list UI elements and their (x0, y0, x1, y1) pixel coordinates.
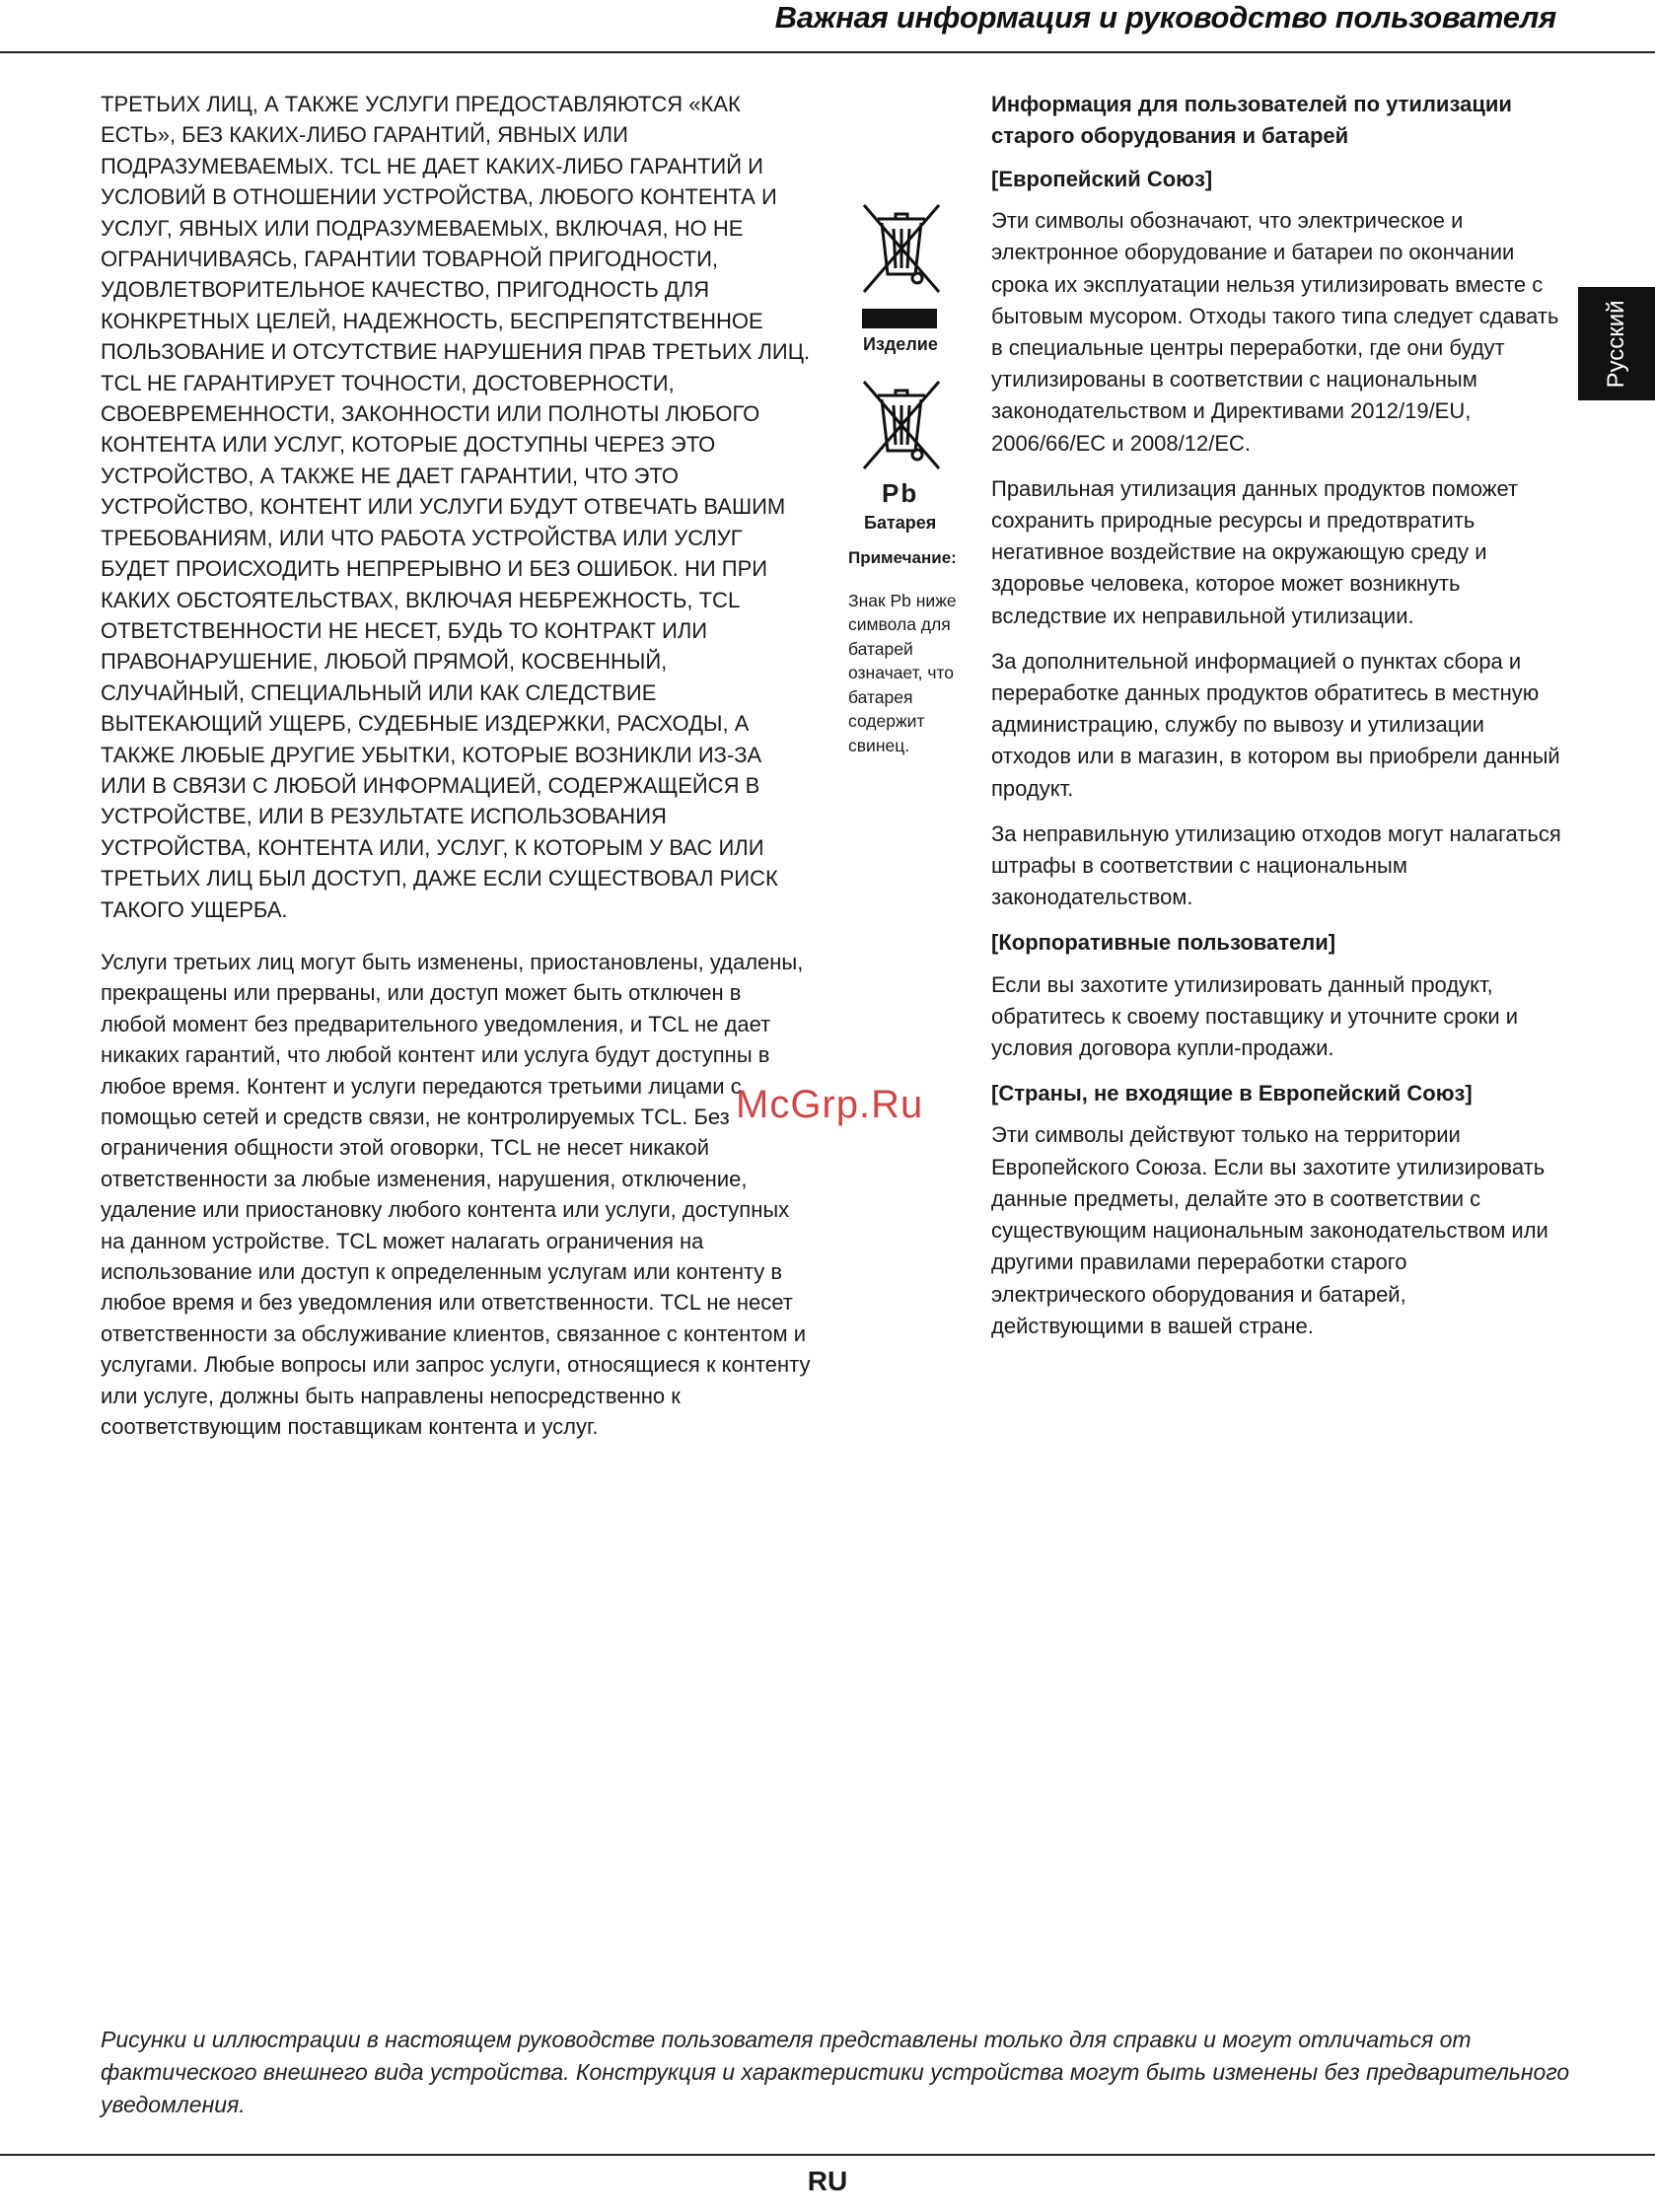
symbols-column (848, 197, 981, 757)
note-title: Примечание: (848, 548, 957, 567)
page-language-code: RU (807, 2166, 848, 2196)
right-column (991, 89, 1563, 1356)
disposal-heading: Информация для пользователей по утилизации старого оборудования и батарей (991, 92, 1512, 148)
eu-paragraph-2: Правильная утилизация данных продуктов поможет сохранить природные ресурсы и предотвратить негативное воздействие на окружающую среду и здоровье человека, которое может возникнуть вследствие их неправильной утилизации. (991, 475, 1519, 628)
battery-label: Батарея (864, 512, 937, 533)
eu-paragraph-4: За неправильную утилизацию отходов могут налагаться штрафы в соответствии с национальным законодательством. (991, 821, 1561, 910)
language-label: Русский (1603, 299, 1629, 389)
left-column (101, 89, 811, 1462)
eu-section-title: [Европейский Союз] (991, 167, 1213, 191)
footer-divider (0, 2154, 1655, 2156)
eu-paragraph-1: Эти символы обозначают, что электрическое и электронное оборудование и батареи по окончании срока их эксплуатации нельзя утилизировать вместе с бытовым мусором. Отходы такого типа следует сдавать в специальные центры переработки, где они будут утилизированы в соответствии с национальным законодательством и Директивами 2012/19/EU, 2006/66/EC и 2008/12/EC. (991, 208, 1559, 456)
page-header-title: Важная информация и руководство пользователя (774, 0, 1556, 35)
eu-paragraph-3: За дополнительной информацией о пунктах сбора и переработке данных продуктов обратитесь в местную администрацию, службу по вывозу и утилизации отходов или в магазин, в котором вы приобрели данный продукт. (991, 648, 1560, 801)
disclaimer-caps-paragraph: ТРЕТЬИХ ЛИЦ, А ТАКЖЕ УСЛУГИ ПРЕДОСТАВЛЯЮТСЯ «КАК ЕСТЬ», БЕЗ КАКИХ-ЛИБО ГАРАНТИЙ, ЯВНЫХ ИЛИ ПОДРАЗУМЕВАЕМЫХ. TCL НЕ ДАЕТ КАКИХ-ЛИБО ГАРАНТИЙ И УСЛОВИЙ В ОТНОШЕНИИ УСТРОЙСТВА, ЛЮБОГО КОНТЕНТА И УСЛУГ, ЯВНЫХ ИЛИ ПОДРАЗУМЕВАЕМЫХ, ВКЛЮЧАЯ, НО НЕ ОГРАНИЧИВАЯСЬ, ГАРАНТИИ ТОВАРНОЙ ПРИГОДНОСТИ, УДОВЛЕТВОРИТЕЛЬНОЕ КАЧЕСТВО, ПРИГОДНОСТЬ ДЛЯ КОНКРЕТНЫХ ЦЕЛЕЙ, НАДЕЖНОСТЬ, БЕСПРЕПЯТСТВЕННОЕ ПОЛЬЗОВАНИЕ И ОТСУТСТВИЕ НАРУШЕНИЯ ПРАВ ТРЕТЬИХ ЛИЦ. TCL НЕ ГАРАНТИРУЕТ ТОЧНОСТИ, ДОСТОВЕРНОСТИ, СВОЕВРЕМЕННОСТИ, ЗАКОННОСТИ ИЛИ ПОЛНОТЫ ЛЮБОГО КОНТЕНТА ИЛИ УСЛУГ, КОТОРЫЕ ДОСТУПНЫ ЧЕРЕЗ ЭТО УСТРОЙСТВО, А ТАКЖЕ НЕ ДАЕТ ГАРАНТИИ, ЧТО ЭТО УСТРОЙСТВО, КОНТЕНТ ИЛИ УСЛУГИ БУДУТ ОТВЕЧАТЬ ВАШИМ ТРЕБОВАНИЯМ, ИЛИ ЧТО РАБОТА УСТРОЙСТВА ИЛИ УСЛУГ БУДЕТ ПРОИСХОДИТЬ НЕПРЕРЫВНО И БЕЗ ОШИБОК. НИ ПРИ КАКИХ ОБСТОЯТЕЛЬСТВАХ, ВКЛЮЧАЯ НЕБРЕЖНОСТЬ, TCL ОТВЕТСТВЕННОСТИ НЕ НЕСЕТ, БУДЬ ТО КОНТРАКТ ИЛИ ПРАВОНАРУШЕНИЕ, ЛЮБОЙ ПРЯМОЙ, КОСВЕННЫЙ, СЛУЧАЙНЫЙ, СПЕЦИАЛЬНЫЙ ИЛИ КАК СЛЕДСТВИЕ ВЫТЕКАЮЩИЙ УЩЕРБ, СУДЕБНЫЕ ИЗДЕРЖКИ, РАСХОДЫ, А ТАКЖЕ ЛЮБЫЕ ДРУГИЕ УБЫТКИ, КОТОРЫЕ ВОЗНИКЛИ ИЗ-ЗА ИЛИ В СВЯЗИ С ЛЮБОЙ ИНФОРМАЦИЕЙ, СОДЕРЖАЩЕЙСЯ В УСТРОЙСТВЕ, ИЛИ В РЕЗУЛЬТАТЕ ИСПОЛЬЗОВАНИЯ УСТРОЙСТВА, КОНТЕНТА ИЛИ, УСЛУГ, К КОТОРЫМ У ВАС ИЛИ ТРЕТЬИХ ЛИЦ БЫЛ ДОСТУП, ДАЖЕ ЕСЛИ СУЩЕСТВОВАЛ РИСК ТАКОГО УЩЕРБА. (101, 92, 811, 922)
corporate-section-title: [Корпоративные пользователи] (991, 930, 1336, 956)
non-eu-section-title: [Страны, не входящие в Европейский Союз] (991, 1081, 1473, 1106)
product-symbol (848, 197, 981, 356)
header-divider (0, 51, 1655, 53)
product-black-bar (862, 309, 937, 328)
non-eu-paragraph: Эти символы действуют только на территории Европейского Союза. Если вы захотите утилизировать данные предметы, делайте это в соответствии с существующим национальным законодательством или другими правилами переработки старого электрического оборудования и батарей, действующими в вашей стране. (991, 1122, 1548, 1338)
product-label: Изделие (863, 333, 938, 354)
pb-symbol: Pb (882, 477, 919, 508)
note-text: Знак Pb ниже символа для батарей означает, что батарея содержит свинец. (848, 590, 957, 755)
footer-disclaimer: Рисунки и иллюстрации в настоящем руководстве пользователя представлены только для справки и могут отличаться от фактического внешнего вида устройства. Конструкция и характеристики устройства могут быть изменены без предварительного уведомления. (101, 2027, 1570, 2117)
third-party-services-paragraph: Услуги третьих лиц могут быть изменены, приостановлены, удалены, прекращены или прерваны, или доступ может быть отключен в любой момент без предварительного уведомления, и TCL не дает никаких гарантий, что любой контент или услуга будут доступны в любое время. Контент и услуги передаются третьими лицами с помощью сетей и средств связи, не контролируемых TCL. Без ограничения общности этой оговорки, TCL не несет никакой ответственности за любые изменения, нарушения, отключение, удаление или приостановку любого контента или услуги, доступных на данном устройстве. TCL может налагать ограничения на использование или доступ к определенным услугам или контенту в любое время и без уведомления или ответственности. TCL не несет ответственности за обслуживание клиентов, связанное с контентом и услугами. Любые вопросы или запрос услуги, относящиеся к контенту или услуге, должны быть направлены непосредственно к соответствующим поставщикам контента и услуг. (101, 949, 811, 1440)
crossed-bin-icon (858, 197, 947, 296)
corporate-paragraph: Если вы захотите утилизировать данный продукт, обратитесь к своему поставщику и уточните сроки и условия договора купли-продажи. (991, 971, 1519, 1061)
watermark: McGrp.Ru (736, 1083, 924, 1126)
battery-symbol (848, 374, 981, 535)
crossed-bin-battery-icon (858, 374, 947, 472)
language-side-tab (1578, 287, 1655, 400)
